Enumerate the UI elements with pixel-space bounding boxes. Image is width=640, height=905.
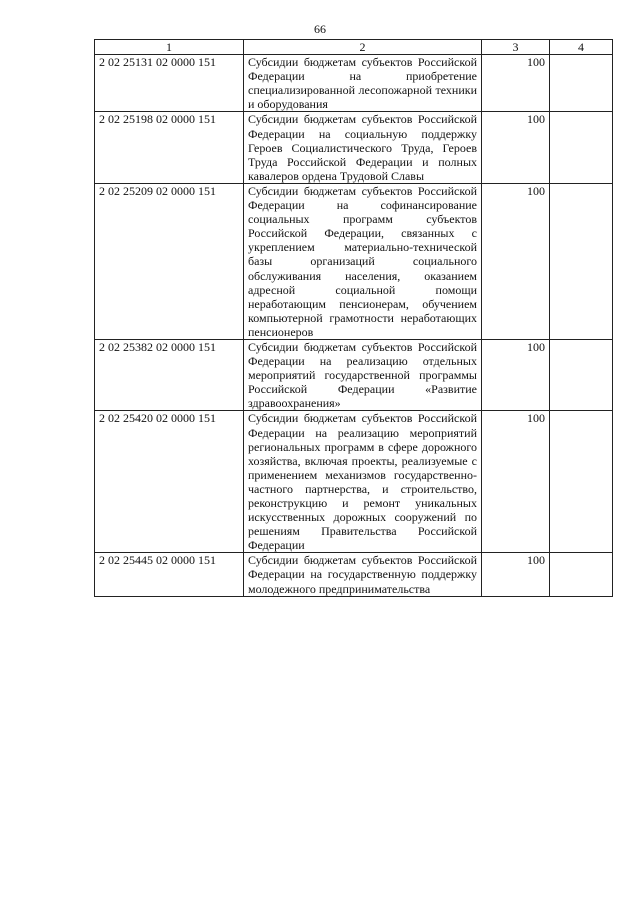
- budget-code-cell: 2 02 25198 02 0000 151: [95, 112, 244, 183]
- column-header-4: 4: [550, 40, 613, 55]
- header-row: [95, 40, 613, 55]
- description-cell: Субсидии бюджетам субъектов Российской Федерации на социальную поддержку Героев Социалистического Труда, Героев Труда Российской Федерации и полных кавалеров ордена Трудовой Славы: [244, 112, 482, 183]
- empty-cell: [550, 339, 613, 410]
- amount-cell: 100: [482, 183, 550, 339]
- amount-cell: 100: [482, 55, 550, 112]
- amount-cell: 100: [482, 112, 550, 183]
- table-row: [95, 339, 613, 410]
- empty-cell: [550, 112, 613, 183]
- table-header: [95, 40, 613, 55]
- empty-cell: [550, 55, 613, 112]
- empty-cell: [550, 183, 613, 339]
- description-cell: Субсидии бюджетам субъектов Российской Федерации на государственную поддержку молодежного предпринимательства: [244, 553, 482, 596]
- empty-cell: [550, 411, 613, 553]
- budget-table: [94, 39, 613, 597]
- amount-cell: 100: [482, 411, 550, 553]
- budget-code-cell: 2 02 25209 02 0000 151: [95, 183, 244, 339]
- budget-code-cell: 2 02 25131 02 0000 151: [95, 55, 244, 112]
- budget-code-cell: 2 02 25420 02 0000 151: [95, 411, 244, 553]
- budget-code-cell: 2 02 25382 02 0000 151: [95, 339, 244, 410]
- description-cell: Субсидии бюджетам субъектов Российской Федерации на приобретение специализированной лесопожарной техники и оборудования: [244, 55, 482, 112]
- column-header-2: 2: [244, 40, 482, 55]
- table-row: [95, 55, 613, 112]
- amount-cell: 100: [482, 553, 550, 596]
- description-cell: Субсидии бюджетам субъектов Российской Федерации на софинансирование социальных программ субъектов Российской Федерации, связанных с укреплением материально-технической базы организаций социального обслуживания населения, оказанием адресной социальной помощи неработающим пенсионерам, обучением компьютерной грамотности неработающих пенсионеров: [244, 183, 482, 339]
- page-number: 66: [314, 22, 326, 36]
- column-header-1: 1: [95, 40, 244, 55]
- column-header-3: 3: [482, 40, 550, 55]
- empty-cell: [550, 553, 613, 596]
- budget-code-cell: 2 02 25445 02 0000 151: [95, 553, 244, 596]
- table-row: [95, 553, 613, 596]
- amount-cell: 100: [482, 339, 550, 410]
- table-row: [95, 183, 613, 339]
- description-cell: Субсидии бюджетам субъектов Российской Федерации на реализацию отдельных мероприятий государственной программы Российской Федерации «Развитие здравоохранения»: [244, 339, 482, 410]
- table-row: [95, 411, 613, 553]
- description-cell: Субсидии бюджетам субъектов Российской Федерации на реализацию мероприятий региональных программ в сфере дорожного хозяйства, включая проекты, реализуемые с применением механизмов государственно-частного партнерства, и строительство, реконструкцию и ремонт уникальных искусственных дорожных сооружений по решениям Правительства Российской Федерации: [244, 411, 482, 553]
- table-row: [95, 112, 613, 183]
- table-body: [95, 55, 613, 597]
